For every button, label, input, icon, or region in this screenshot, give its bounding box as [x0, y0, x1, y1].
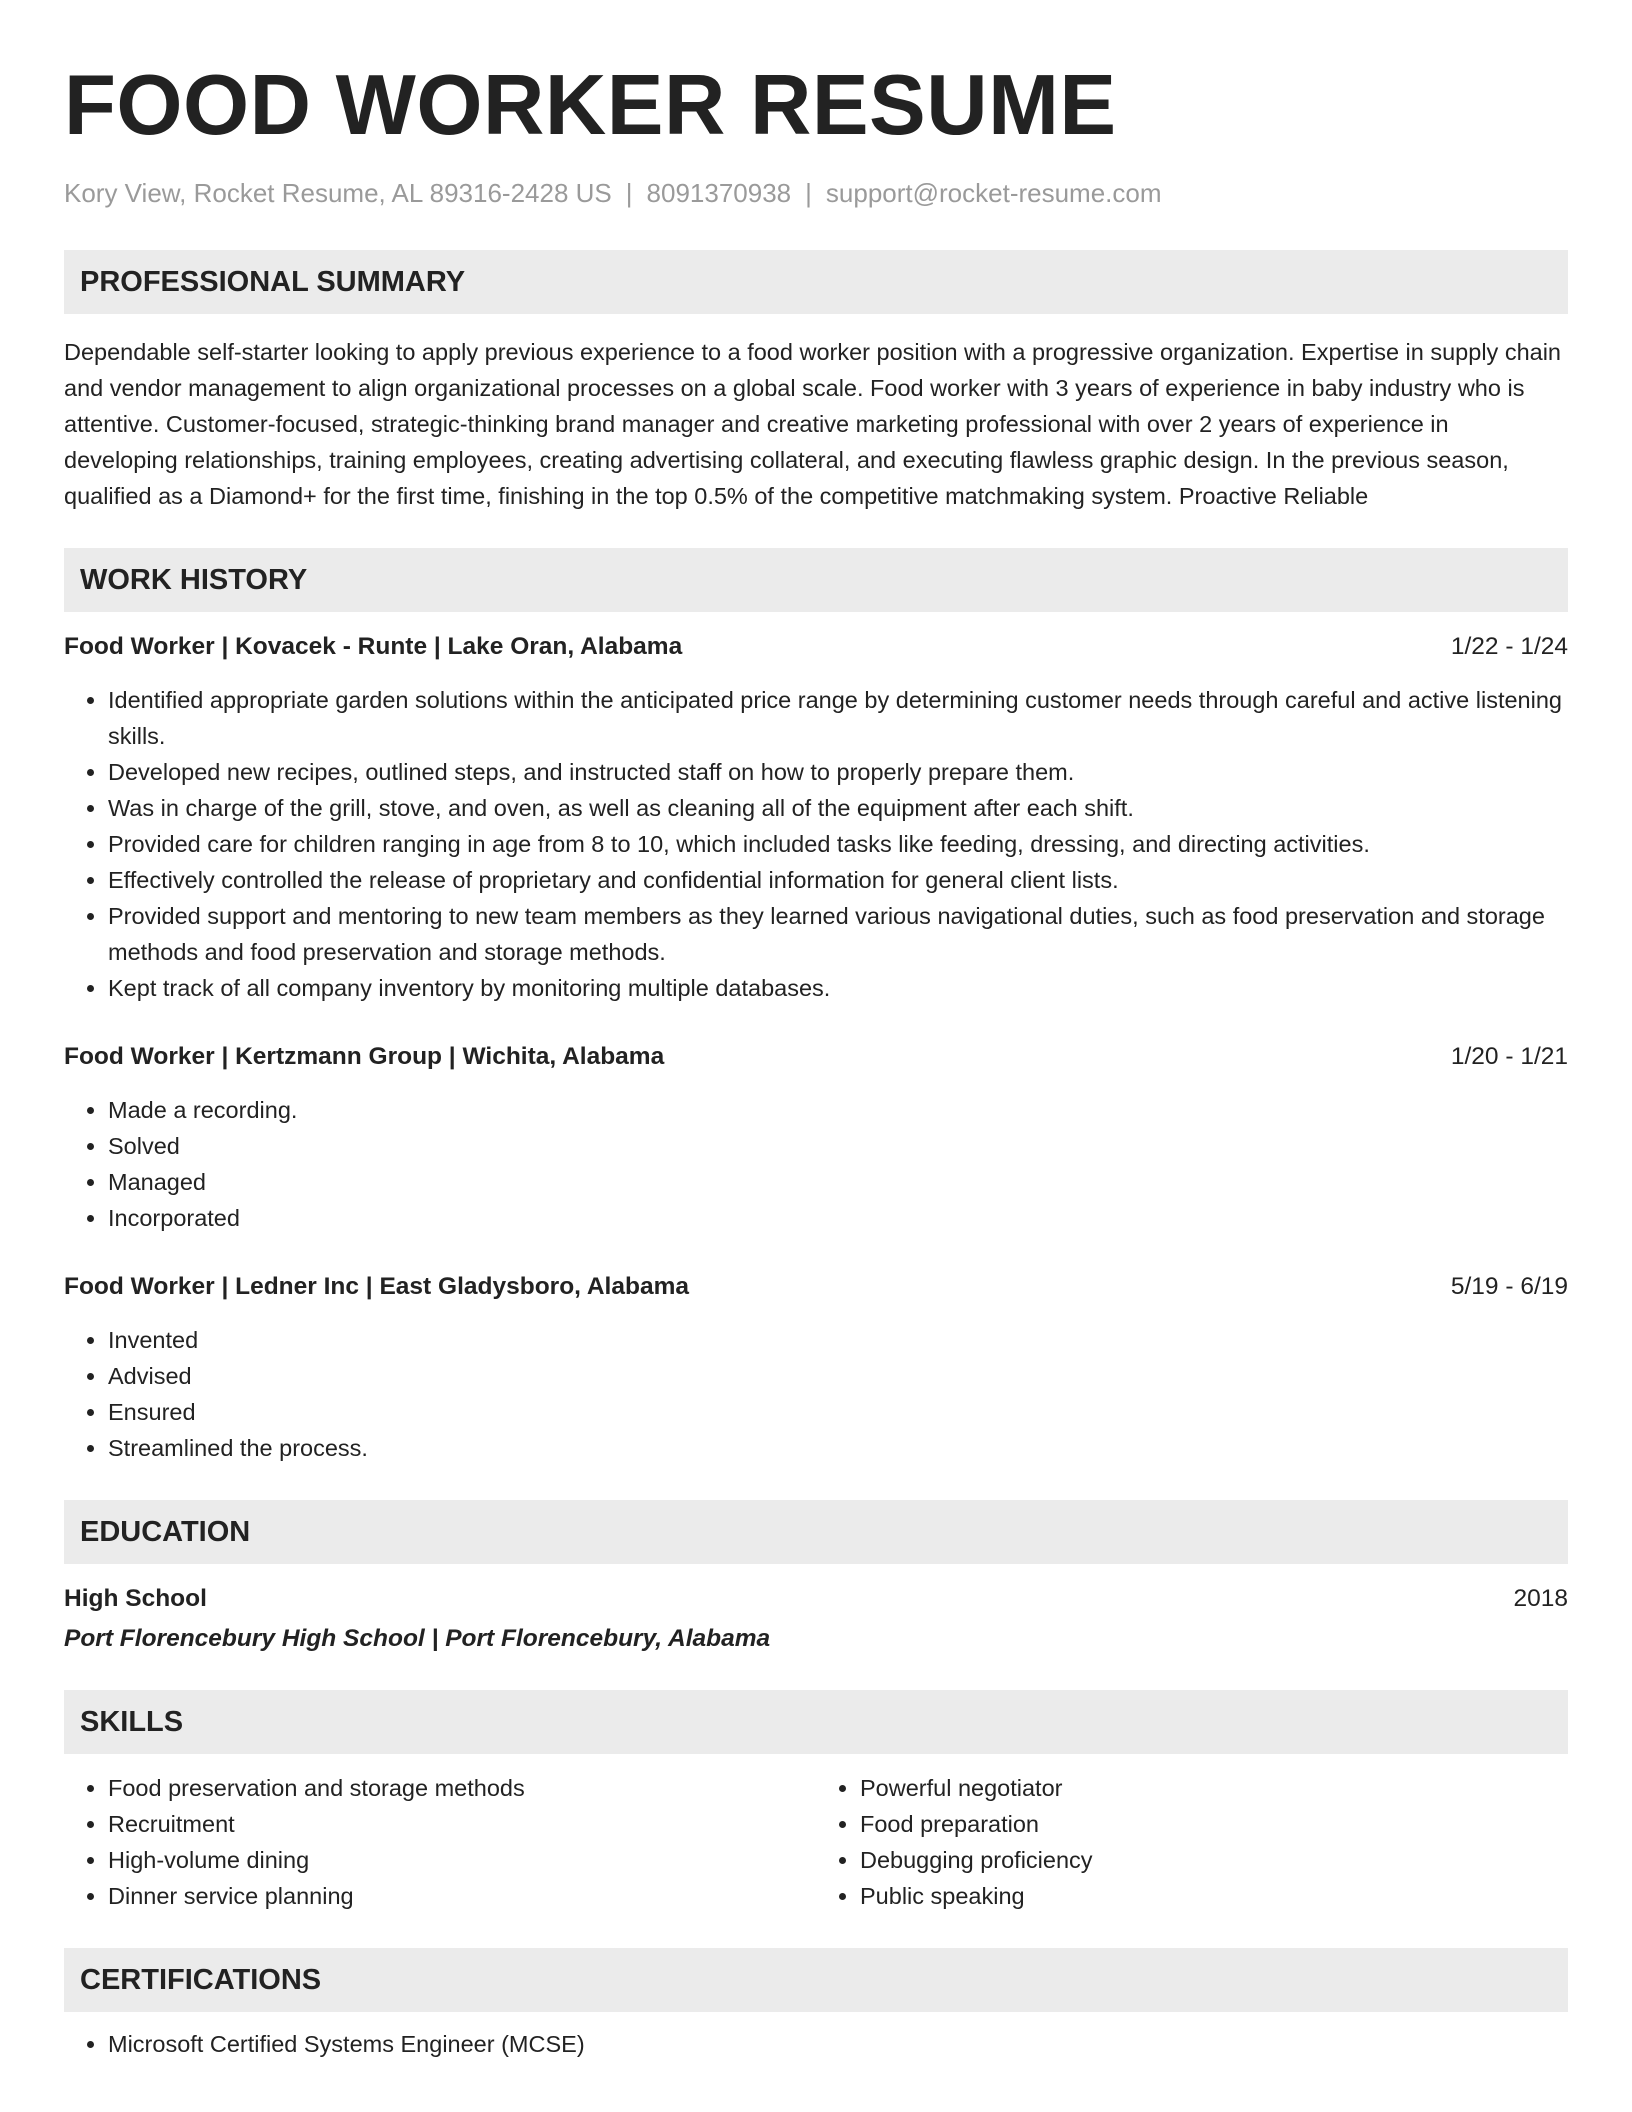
job-header: [64, 1270, 1568, 1304]
job-dates: 5/19 - 6/19: [1450, 1273, 1568, 1300]
skills-column-left: [64, 1770, 816, 1914]
list-item: • Solved: [108, 1128, 1568, 1164]
list-item: • Was in charge of the grill, stove, and oven, as well as cleaning all of the equipment after each shift.: [108, 790, 1568, 826]
certifications-heading: CERTIFICATIONS: [64, 1948, 1568, 2012]
education-school: Port Florencebury High School | Port Florencebury, Alabama: [64, 1625, 771, 1652]
list-item: • Food preservation and storage methods: [108, 1770, 816, 1806]
summary-section: [64, 250, 1568, 514]
job-bullets: [64, 682, 1568, 1006]
summary-text: Dependable self-starter looking to apply previous experience to a food worker position with a progressive organization. Expertise in supply chain and vendor management to align organizational processes on a global scale. Food worker with 3 years of experience in baby industry who is attentive. Customer-focused, strategic-thinking brand manager and creative marketing professional with over 2 years of experience in developing relationships, training employees, creating advertising collateral, and executing flawless graphic design. In the previous season, qualified as a Diamond+ for the first time, finishing in the top 0.5% of the competitive matchmaking system. Proactive Reliable: [64, 339, 1562, 509]
job-title: Food Worker | Kertzmann Group | Wichita, Alabama: [64, 1043, 665, 1070]
education-degree: High School: [64, 1585, 207, 1612]
list-item: • Developed new recipes, outlined steps, and instructed staff on how to properly prepare them.: [108, 754, 1568, 790]
certifications-list: [64, 2026, 1568, 2062]
job-entry: [64, 1040, 1568, 1236]
contact-phone: 8091370938: [646, 178, 792, 208]
list-item: • Dinner service planning: [108, 1878, 816, 1914]
list-item: • Debugging proficiency: [860, 1842, 1568, 1878]
skills-column-right: [816, 1770, 1568, 1914]
list-item: • Provided support and mentoring to new team members as they learned various navigational duties, such as food preservation and storage methods and food preservation and storage methods.: [108, 898, 1568, 970]
job-title: Food Worker | Ledner Inc | East Gladysboro, Alabama: [64, 1273, 689, 1300]
education-section: [64, 1500, 1568, 1656]
job-bullets: [64, 1322, 1568, 1466]
list-item: • Made a recording.: [108, 1092, 1568, 1128]
list-item: • Incorporated: [108, 1200, 1568, 1236]
list-item: • Public speaking: [860, 1878, 1568, 1914]
certifications-section: [64, 1948, 1568, 2062]
job-header: [64, 1040, 1568, 1074]
job-bullets: [64, 1092, 1568, 1236]
job-title: Food Worker | Kovacek - Runte | Lake Oran, Alabama: [64, 633, 683, 660]
list-item: • Provided care for children ranging in age from 8 to 10, which included tasks like feeding, dressing, and directing activities.: [108, 826, 1568, 862]
list-item: • Invented: [108, 1322, 1568, 1358]
work-history-heading: WORK HISTORY: [64, 548, 1568, 612]
resume-page: [64, 0, 1568, 2062]
skills-section: [64, 1690, 1568, 1914]
job-dates: 1/20 - 1/21: [1450, 1043, 1568, 1070]
skills-heading: SKILLS: [64, 1690, 1568, 1754]
list-item: • Kept track of all company inventory by monitoring multiple databases.: [108, 970, 1568, 1006]
list-item: • Microsoft Certified Systems Engineer (MCSE): [108, 2026, 1568, 2062]
job-dates: 1/22 - 1/24: [1450, 633, 1568, 660]
job-entry: [64, 1270, 1568, 1466]
list-item: • Identified appropriate garden solutions within the anticipated price range by determining customer needs through careful and active listening skills.: [108, 682, 1568, 754]
contact-address: Kory View, Rocket Resume, AL 89316-2428 US: [64, 178, 612, 208]
job-entry: [64, 630, 1568, 1006]
work-history-section: [64, 548, 1568, 1466]
list-item: • Advised: [108, 1358, 1568, 1394]
summary-heading: PROFESSIONAL SUMMARY: [64, 250, 1568, 314]
contact-separator: |: [805, 178, 812, 208]
list-item: • Powerful negotiator: [860, 1770, 1568, 1806]
list-item: • Ensured: [108, 1394, 1568, 1430]
contact-line: [64, 176, 1568, 210]
list-item: • High-volume dining: [108, 1842, 816, 1878]
list-item: • Food preparation: [860, 1806, 1568, 1842]
education-heading: EDUCATION: [64, 1500, 1568, 1564]
list-item: • Recruitment: [108, 1806, 816, 1842]
list-item: • Managed: [108, 1164, 1568, 1200]
education-header: [64, 1582, 1568, 1616]
job-header: [64, 630, 1568, 664]
skills-grid: [64, 1754, 1568, 1914]
education-year: 2018: [1513, 1585, 1568, 1612]
list-item: • Streamlined the process.: [108, 1430, 1568, 1466]
contact-email: support@rocket-resume.com: [825, 178, 1162, 208]
contact-separator: |: [625, 178, 633, 208]
list-item: • Effectively controlled the release of proprietary and confidential information for general client lists.: [108, 862, 1568, 898]
resume-title: FOOD WORKER RESUME: [64, 58, 1117, 153]
